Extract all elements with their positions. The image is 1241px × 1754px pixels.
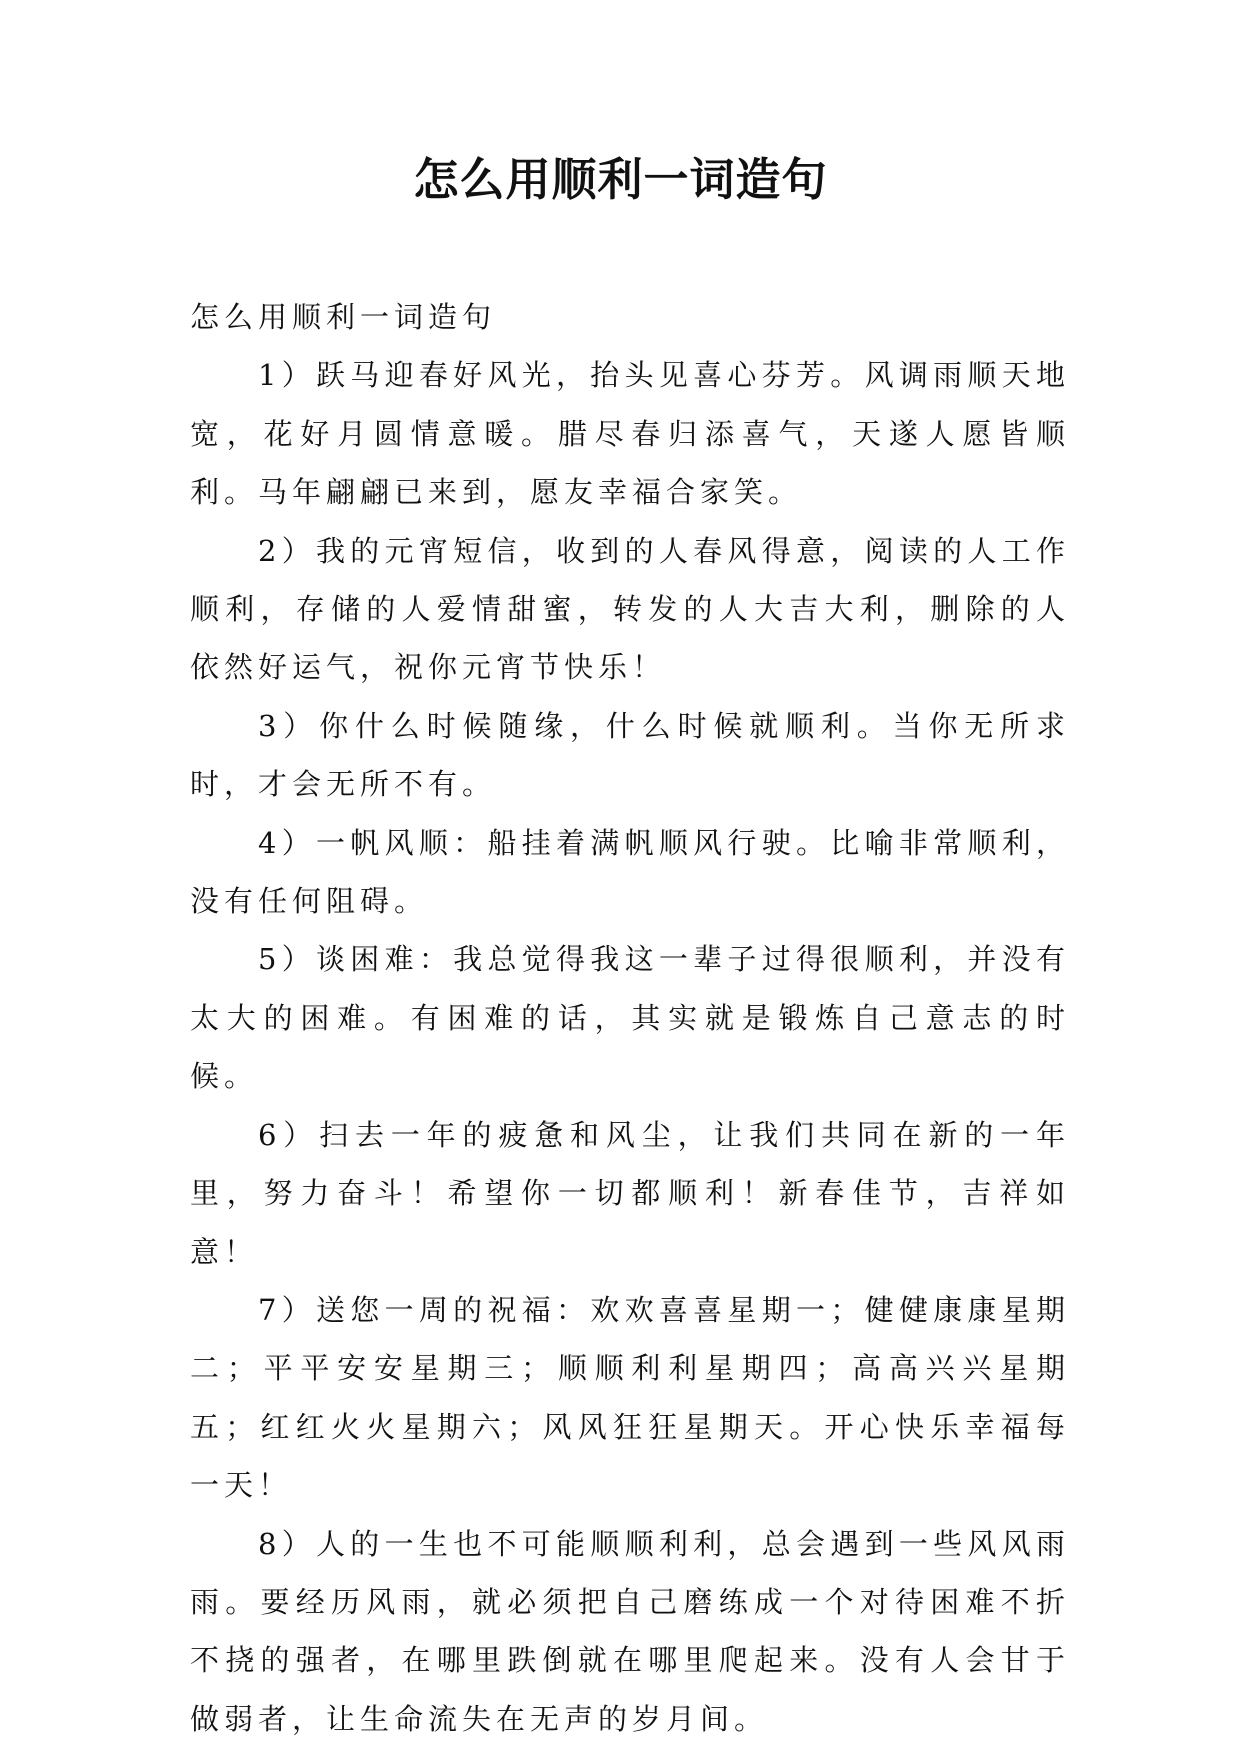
paragraph-7: 7）送您一周的祝福：欢欢喜喜星期一；健健康康星期二；平平安安星期三；顺顺利利星期四；高高兴兴星期五；红红火火星期六；风风狂狂星期天。开心快乐幸福每一天！ xyxy=(190,1292,1070,1503)
paragraph-4: 4）一帆风顺：船挂着满帆顺风行驶。比喻非常顺利，没有任何阻碍。 xyxy=(190,825,1070,919)
document-body xyxy=(190,288,1070,1748)
paragraph-2: 2）我的元宵短信，收到的人春风得意，阅读的人工作顺利，存储的人爱情甜蜜，转发的人大吉大利，删除的人依然好运气，祝你元宵节快乐！ xyxy=(190,533,1070,685)
paragraph-1: 1）跃马迎春好风光，抬头见喜心芬芳。风调雨顺天地宽，花好月圆情意暖。腊尽春归添喜气，天遂人愿皆顺利。马年翩翩已来到，愿友幸福合家笑。 xyxy=(190,358,1070,510)
document-title: 怎么用顺利一词造句 xyxy=(413,153,828,206)
paragraph-8: 8）人的一生也不可能顺顺利利，总会遇到一些风风雨雨。要经历风雨，就必须把自己磨练成一个对待困难不折不挠的强者，在哪里跌倒就在哪里爬起来。没有人会甘于做弱者，让生命流失在无声的岁月间。 xyxy=(190,1526,1070,1736)
paragraph-3: 3）你什么时候随缘，什么时候就顺利。当你无所求时，才会无所不有。 xyxy=(190,708,1070,802)
paragraph-6: 6）扫去一年的疲惫和风尘，让我们共同在新的一年里，努力奋斗！希望你一切都顺利！新春佳节，吉祥如意！ xyxy=(190,1117,1070,1269)
paragraph-5: 5）谈困难：我总觉得我这一辈子过得很顺利，并没有太大的困难。有困难的话，其实就是锻炼自己意志的时候。 xyxy=(190,942,1070,1094)
document-subtitle: 怎么用顺利一词造句 xyxy=(190,300,497,334)
